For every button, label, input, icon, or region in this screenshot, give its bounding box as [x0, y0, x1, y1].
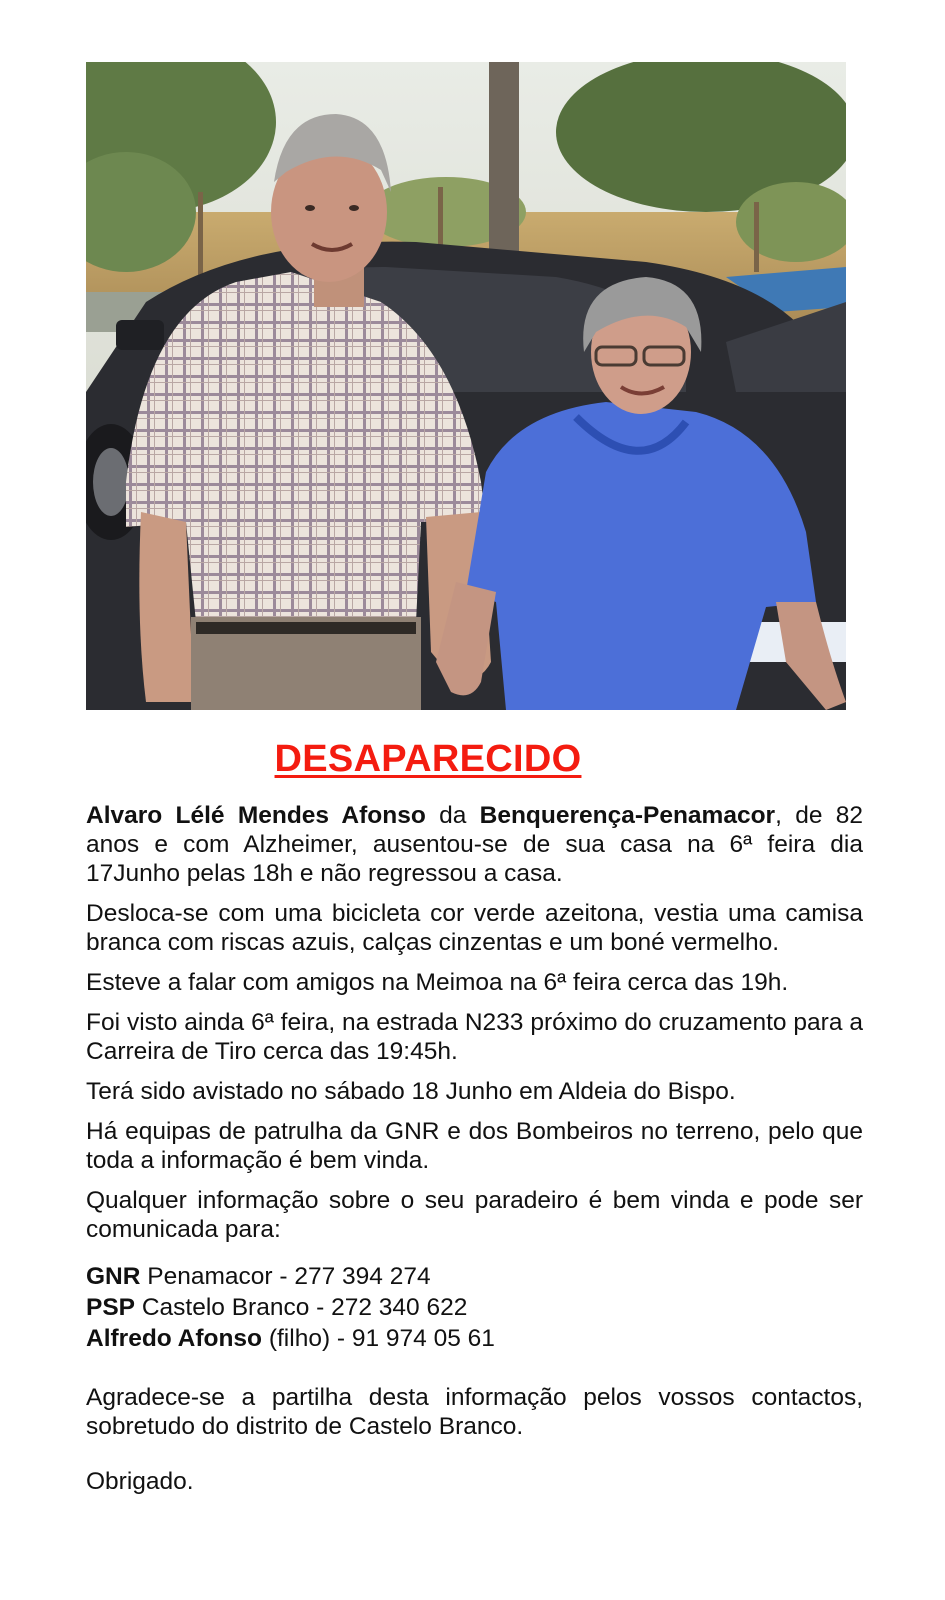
- contact-detail: Castelo Branco - 272 340 622: [135, 1294, 468, 1321]
- intro-paragraph: [86, 801, 863, 888]
- contact-org: PSP: [86, 1294, 136, 1321]
- paragraph-contact-intro: Qualquer informação sobre o seu paradeiro é bem vinda e pode ser comunicada para:: [86, 1187, 863, 1243]
- paragraph-aldeia: Terá sido avistado no sábado 18 Junho em Aldeia do Bispo.: [86, 1078, 736, 1105]
- contact-org: GNR: [86, 1263, 141, 1290]
- paragraph-n233: Foi visto ainda 6ª feira, na estrada N233 próximo do cruzamento para a Carreira de Tiro cerca das 19:45h.: [86, 1009, 863, 1065]
- person-name: Alvaro Lélé Mendes Afonso: [86, 802, 426, 829]
- paragraph-patrols: Há equipas de patrulha da GNR e dos Bombeiros no terreno, pelo que toda a informação é bem vinda.: [86, 1118, 863, 1174]
- person-place: Benquerença-Penamacor: [479, 802, 776, 829]
- contact-psp: [86, 1292, 863, 1323]
- intro-rest: , de 82 anos e com Alzheimer, ausentou-se de sua casa na 6ª feira dia 17Junho pelas 18h e não regressou a casa.: [86, 802, 863, 887]
- contact-org: Alfredo Afonso: [86, 1325, 263, 1352]
- notice-body: [86, 801, 863, 1507]
- contact-detail: Penamacor - 277 394 274: [140, 1263, 431, 1290]
- paragraph-clothing: Desloca-se com uma bicicleta cor verde azeitona, vestia uma camisa branca com riscas azuis, calças cinzentas e um boné vermelho.: [86, 900, 863, 956]
- contact-detail: (filho) - 91 974 05 61: [262, 1325, 495, 1352]
- intro-da: da: [425, 802, 480, 829]
- missing-person-photo: [86, 62, 846, 710]
- closing-paragraph: Agradece-se a partilha desta informação pelos vossos contactos, sobretudo do distrito de Castelo Branco.: [86, 1384, 863, 1440]
- paragraph-meimoa: Esteve a falar com amigos na Meimoa na 6ª feira cerca das 19h.: [86, 969, 789, 996]
- contact-son: [86, 1323, 863, 1354]
- photo-couple: [86, 62, 846, 710]
- heading-text: DESAPARECIDO: [274, 738, 582, 780]
- contact-gnr: [86, 1261, 863, 1292]
- contact-list: [86, 1261, 863, 1354]
- missing-heading: [0, 738, 856, 781]
- signoff: Obrigado.: [86, 1468, 194, 1495]
